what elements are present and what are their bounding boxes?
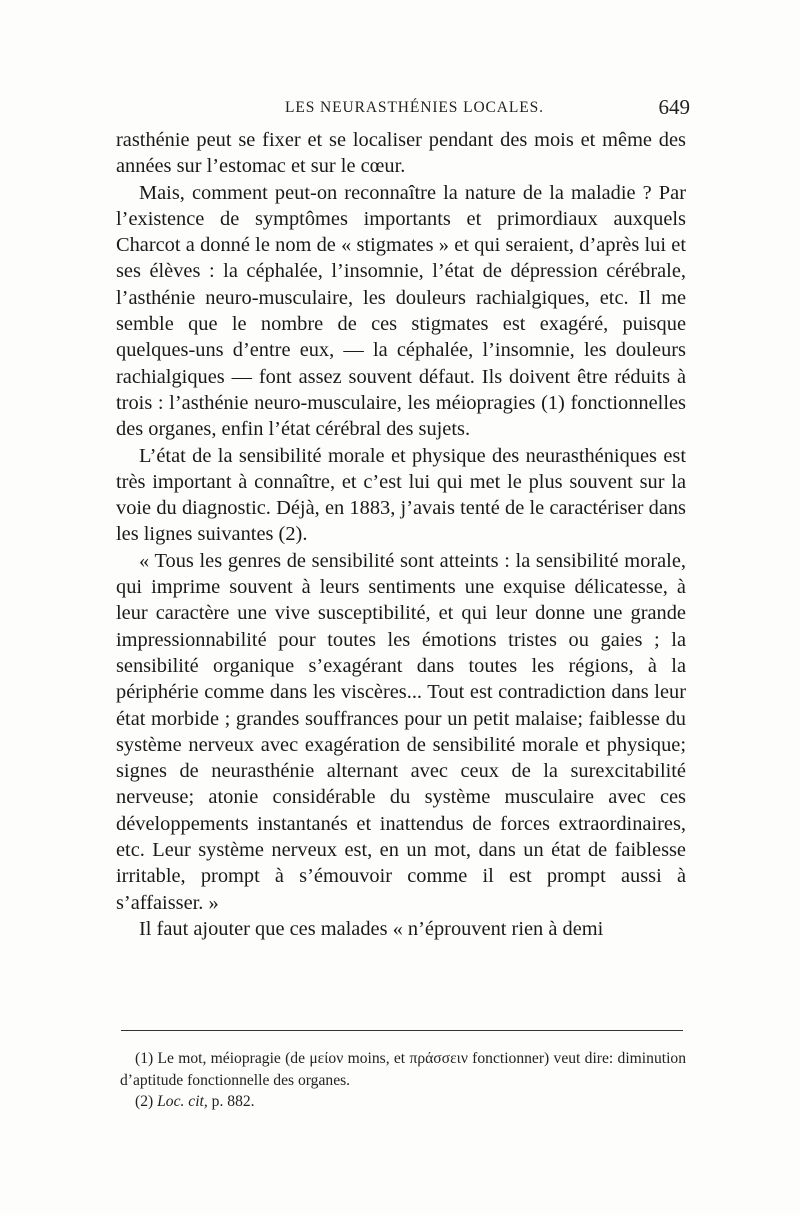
body-text: [116, 127, 686, 942]
paragraph-stigmates: Mais, comment peut-on reconnaître la nature de la maladie ? Par l’existence de symptômes importants et primordiaux auxquels Charcot a donné le nom de « stigmates » et qui seraient, d’après lui et ses élèves : la céphalée, l’insomnie, l’état de dépression cérébrale, l’asthénie neuro-musculaire, les douleurs rachialgiques, etc. Il me semble que le nombre de ces stigmates est exagéré, puisque quelques-uns d’entre eux, — la céphalée, l’insomnie, les douleurs rachialgiques — font assez souvent défaut. Ils doivent être réduits à trois : l’asthénie neuro-musculaire, les méiopragies (1) fonctionnelles des organes, enfin l’état cérébral des sujets.: [116, 181, 686, 441]
paragraph-quotation: « Tous les genres de sensibilité sont atteints : la sensibilité morale, qui imprime souvent à leurs sentiments une exquise délicatesse, à leur caractère une vive susceptibilité, et qui leur donne une grande impressionnabilité pour toutes les émotions tristes ou gaies ; la sensibilité organique s’exagérant dans toutes les régions, à la périphérie comme dans les viscères... Tout est contradiction dans leur état morbide ; grandes souffrances pour un petit malaise; faiblesse du système nerveux avec exagération de sensibilité morale et physique; signes de neurasthénie alternant avec ceux de la surexcitabilité nerveuse; atonie considérable du système musculaire avec ces développements instantanés et inattendus de forces extraordinaires, etc. Leur système nerveux est, en un mot, dans un état de faiblesse irritable, prompt à s’émouvoir comme il est prompt aussi à s’affaisser. »: [116, 549, 686, 914]
footnote-2-reference: Loc. cit: [157, 1093, 204, 1110]
paragraph-continuation: rasthénie peut se fixer et se localiser pendant des mois et même des années sur l’estomac et sur le cœur.: [116, 129, 686, 178]
page-number: 649: [658, 95, 690, 119]
footnotes: [120, 1048, 686, 1113]
paragraph-sensibilite: L’état de la sensibilité morale et physique des neurasthéniques est très important à connaître, et c’est lui qui met le plus souvent sur la voie du diagnostic. Déjà, en 1883, j’avais tenté de le caractériser dans les lignes suivantes (2).: [116, 444, 686, 546]
footnote-1: (1) Le mot, méiopragie (de μείον moins, et πράσσειν fonctionner) veut dire: diminution d’aptitude fonctionnelle des organes.: [120, 1050, 686, 1089]
running-title: LES NEURASTHÉNIES LOCALES.: [285, 99, 544, 116]
footnote-2: [120, 1091, 686, 1113]
footnote-2-page: , p. 882.: [203, 1093, 255, 1110]
paragraph-final: Il faut ajouter que ces malades « n’éprouvent rien à demi: [139, 917, 604, 940]
footnote-2-number: (2): [135, 1093, 154, 1110]
running-head: [115, 95, 690, 123]
footnote-rule: [121, 1030, 683, 1031]
